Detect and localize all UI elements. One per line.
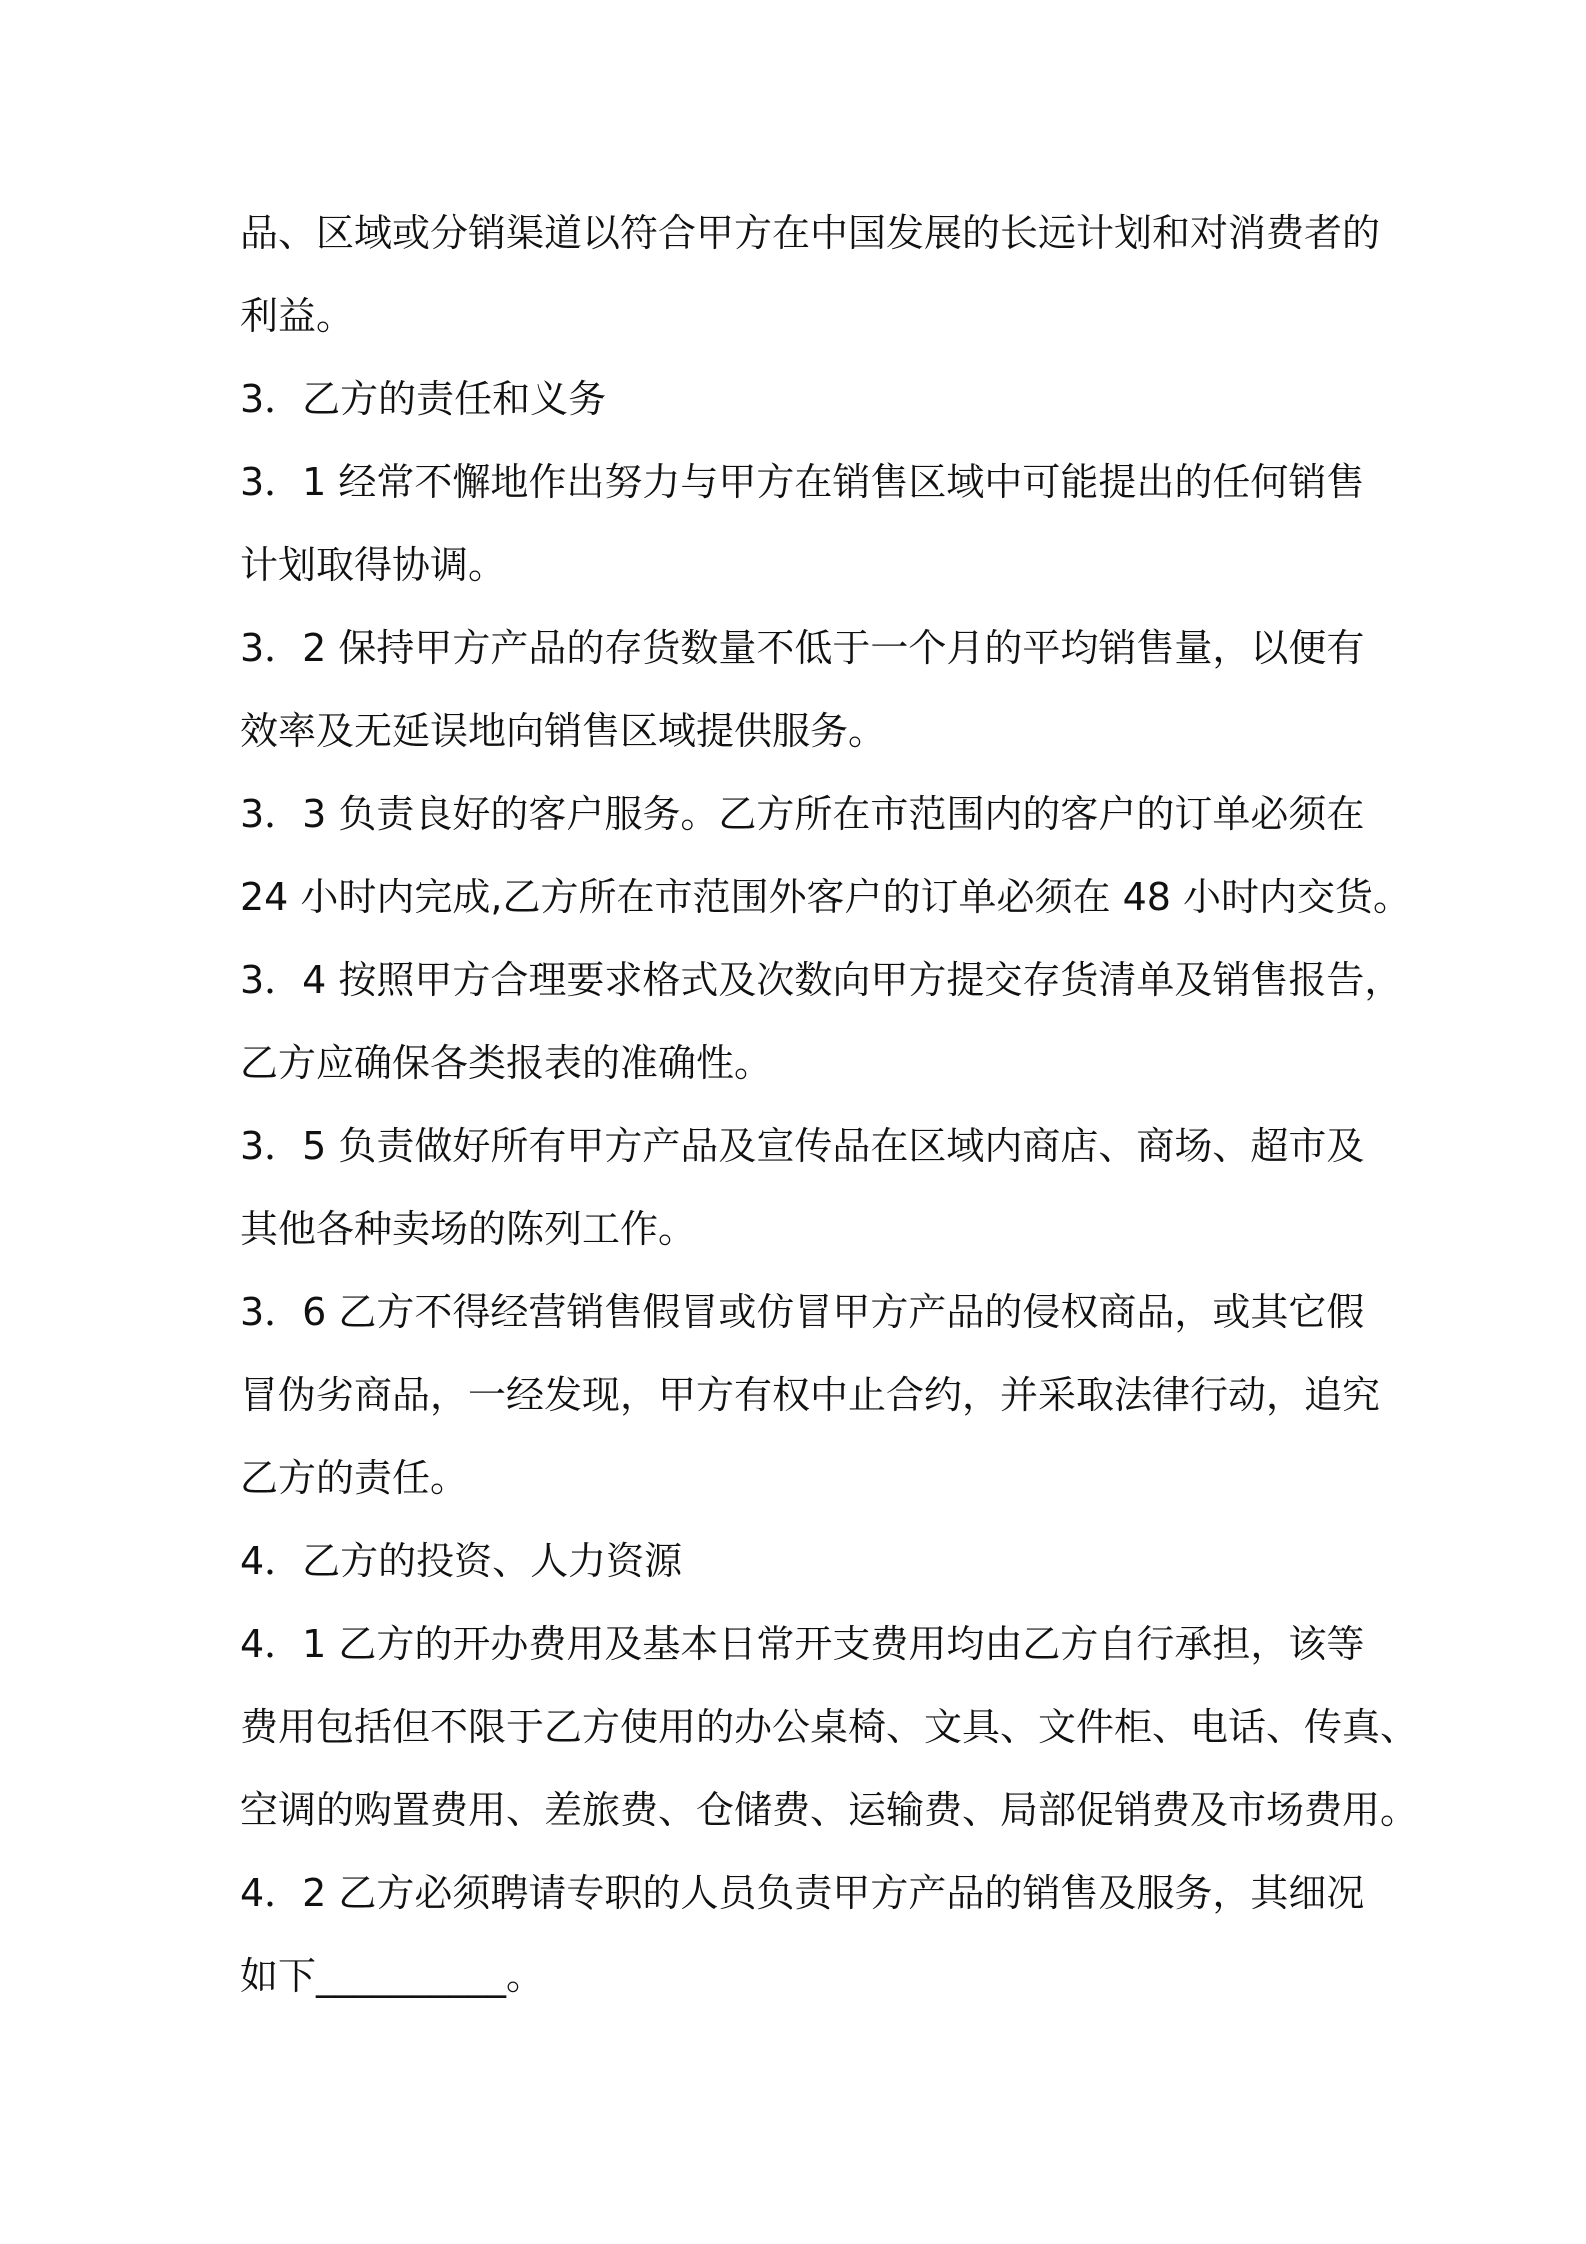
- clause-3-2-cont: 效率及无延误地向销售区域提供服务。: [240, 709, 887, 753]
- clause-4-2-cont: 如下__________。: [240, 1954, 545, 1998]
- section-heading-3: 3．乙方的责任和义务: [240, 377, 607, 421]
- clause-3-4-cont: 乙方应确保各类报表的准确性。: [240, 1041, 773, 1085]
- clause-3-3-cont: 24 小时内完成,乙方所在市范围外客户的订单必须在 48 小时内交货。: [240, 875, 1412, 919]
- clause-3-4: 3．4 按照甲方合理要求格式及次数向甲方提交存货清单及销售报告，: [240, 958, 1403, 1002]
- clause-3-1: 3．1 经常不懈地作出努力与甲方在销售区域中可能提出的任何销售: [240, 460, 1365, 504]
- clause-4-1-cont-1: 费用包括但不限于乙方使用的办公桌椅、文具、文件柜、电话、传真、: [240, 1705, 1419, 1749]
- clause-3-1-cont: 计划取得协调。: [240, 543, 507, 587]
- clause-3-6-cont-2: 乙方的责任。: [240, 1456, 469, 1500]
- text-line-1: 品、区域或分销渠道以符合甲方在中国发展的长远计划和对消费者的: [240, 211, 1381, 255]
- section-heading-4: 4．乙方的投资、人力资源: [240, 1539, 683, 1583]
- clause-3-3: 3．3 负责良好的客户服务。乙方所在市范围内的客户的订单必须在: [240, 792, 1365, 836]
- clause-4-1-cont-2: 空调的购置费用、差旅费、仓储费、运输费、局部促销费及市场费用。: [240, 1788, 1419, 1832]
- clause-3-2: 3．2 保持甲方产品的存货数量不低于一个月的平均销售量，以便有: [240, 626, 1365, 670]
- document-body: [240, 192, 1419, 2018]
- clause-4-1: 4．1 乙方的开办费用及基本日常开支费用均由乙方自行承担，该等: [240, 1622, 1365, 1666]
- text-line-2: 利益。: [240, 294, 355, 338]
- clause-3-5-cont: 其他各种卖场的陈列工作。: [240, 1207, 697, 1251]
- clause-3-6-cont-1: 冒伪劣商品，一经发现，甲方有权中止合约，并采取法律行动，追究: [240, 1373, 1381, 1417]
- clause-3-5: 3．5 负责做好所有甲方产品及宣传品在区域内商店、商场、超市及: [240, 1124, 1365, 1168]
- clause-3-6: 3．6 乙方不得经营销售假冒或仿冒甲方产品的侵权商品，或其它假: [240, 1290, 1365, 1334]
- clause-4-2: 4．2 乙方必须聘请专职的人员负责甲方产品的销售及服务，其细况: [240, 1871, 1365, 1915]
